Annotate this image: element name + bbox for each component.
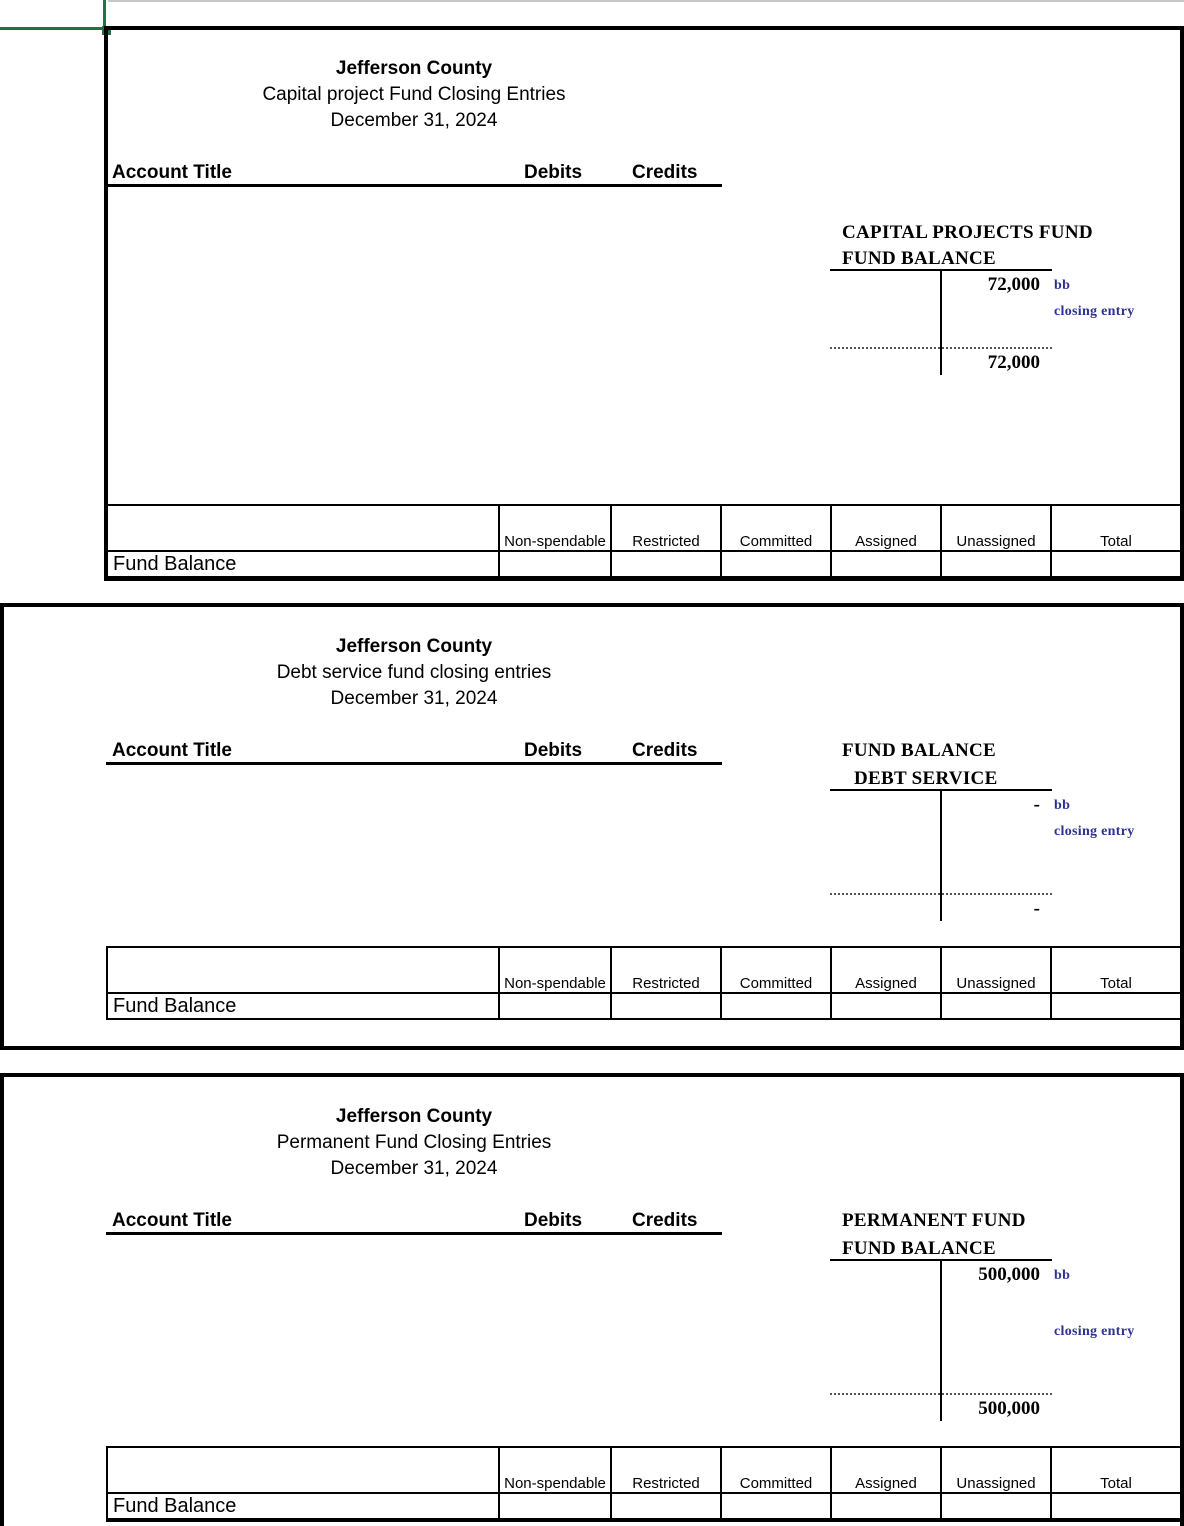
t-ending-balance: - — [1033, 898, 1040, 919]
fb-row-label: Fund Balance — [107, 1493, 499, 1519]
fb-header-restricted: Restricted — [611, 505, 721, 551]
debits-header: Debits — [524, 740, 583, 761]
t-beginning-balance: 500,000 — [978, 1264, 1040, 1285]
fund-balance-table — [106, 946, 1182, 1020]
selected-cell[interactable] — [0, 0, 106, 30]
fb-header-blank — [107, 947, 499, 993]
fb-header-assigned: Assigned — [831, 505, 941, 551]
fb-header-unassigned: Unassigned — [941, 947, 1051, 993]
fb-cell-total[interactable] — [1051, 1493, 1181, 1519]
account-title-header: Account Title — [112, 740, 232, 761]
fb-header-nonspendable: Non-spendable — [499, 947, 611, 993]
fb-cell-assigned[interactable] — [831, 993, 941, 1019]
fb-cell-nonspendable[interactable] — [499, 1493, 611, 1519]
t-beginning-balance: 72,000 — [987, 274, 1040, 295]
fb-cell-committed[interactable] — [721, 993, 831, 1019]
fb-header-unassigned: Unassigned — [941, 1447, 1051, 1493]
t-total-line — [830, 893, 1052, 895]
header-underline — [106, 1232, 722, 1235]
fb-cell-unassigned[interactable] — [941, 551, 1051, 577]
fb-cell-unassigned[interactable] — [941, 993, 1051, 1019]
bottom-border — [106, 1519, 1184, 1522]
fb-header-restricted: Restricted — [611, 947, 721, 993]
fb-header-blank — [107, 505, 499, 551]
t-account-subtitle: FUND BALANCE — [842, 248, 997, 269]
credits-header: Credits — [632, 740, 698, 761]
fb-cell-assigned[interactable] — [831, 551, 941, 577]
account-title-header: Account Title — [112, 162, 232, 183]
section-county: Jefferson County — [335, 58, 493, 79]
debits-header: Debits — [524, 162, 583, 183]
grid-line — [108, 0, 1184, 2]
t-ending-balance: 500,000 — [978, 1398, 1040, 1419]
section-county: Jefferson County — [335, 1106, 493, 1127]
t-ending-balance: 72,000 — [987, 352, 1040, 373]
fb-header-total: Total — [1051, 1447, 1181, 1493]
header-underline — [106, 762, 722, 765]
fb-header-nonspendable: Non-spendable — [499, 505, 611, 551]
fb-cell-nonspendable[interactable] — [499, 551, 611, 577]
fund-balance-table — [106, 504, 1182, 578]
fb-cell-total[interactable] — [1051, 993, 1181, 1019]
section-subtitle: Capital project Fund Closing Entries — [262, 84, 566, 105]
credits-header: Credits — [632, 162, 698, 183]
header-underline — [106, 184, 722, 187]
fb-header-total: Total — [1051, 505, 1181, 551]
t-closing-label: closing entry — [1054, 304, 1135, 319]
section-subtitle: Permanent Fund Closing Entries — [276, 1132, 552, 1153]
t-closing-label: closing entry — [1054, 1324, 1135, 1339]
fb-cell-unassigned[interactable] — [941, 1493, 1051, 1519]
t-closing-label: closing entry — [1054, 824, 1135, 839]
fb-header-committed: Committed — [721, 505, 831, 551]
debits-header: Debits — [524, 1210, 583, 1231]
fb-header-blank — [107, 1447, 499, 1493]
credits-header: Credits — [632, 1210, 698, 1231]
t-bb-label: bb — [1054, 1268, 1071, 1283]
fb-cell-committed[interactable] — [721, 1493, 831, 1519]
section-date: December 31, 2024 — [330, 1158, 498, 1179]
t-account-title: FUND BALANCE — [842, 740, 997, 761]
t-account-subtitle: DEBT SERVICE — [854, 768, 998, 789]
t-total-line — [830, 347, 1052, 349]
t-bb-label: bb — [1054, 278, 1071, 293]
t-beginning-balance: - — [1033, 794, 1040, 815]
t-account-title: PERMANENT FUND — [842, 1210, 1026, 1231]
fb-header-total: Total — [1051, 947, 1181, 993]
fb-header-committed: Committed — [721, 947, 831, 993]
t-bb-label: bb — [1054, 798, 1071, 813]
t-account-subtitle: FUND BALANCE — [842, 1238, 997, 1259]
section-county: Jefferson County — [335, 636, 493, 657]
fb-cell-restricted[interactable] — [611, 993, 721, 1019]
fb-cell-committed[interactable] — [721, 551, 831, 577]
account-title-header: Account Title — [112, 1210, 232, 1231]
t-total-line — [830, 1393, 1052, 1395]
section-date: December 31, 2024 — [330, 110, 498, 131]
fb-cell-restricted[interactable] — [611, 1493, 721, 1519]
fb-header-assigned: Assigned — [831, 947, 941, 993]
t-account-title: CAPITAL PROJECTS FUND — [842, 222, 1093, 243]
fb-header-committed: Committed — [721, 1447, 831, 1493]
fb-cell-assigned[interactable] — [831, 1493, 941, 1519]
fb-row-label: Fund Balance — [107, 993, 499, 1019]
fb-header-restricted: Restricted — [611, 1447, 721, 1493]
fb-header-nonspendable: Non-spendable — [499, 1447, 611, 1493]
fb-cell-restricted[interactable] — [611, 551, 721, 577]
fund-balance-table — [106, 1446, 1182, 1520]
fb-header-unassigned: Unassigned — [941, 505, 1051, 551]
fb-cell-nonspendable[interactable] — [499, 993, 611, 1019]
fb-cell-total[interactable] — [1051, 551, 1181, 577]
fb-header-assigned: Assigned — [831, 1447, 941, 1493]
section-subtitle: Debt service fund closing entries — [276, 662, 552, 683]
fb-row-label: Fund Balance — [107, 551, 499, 577]
section-date: December 31, 2024 — [330, 688, 498, 709]
